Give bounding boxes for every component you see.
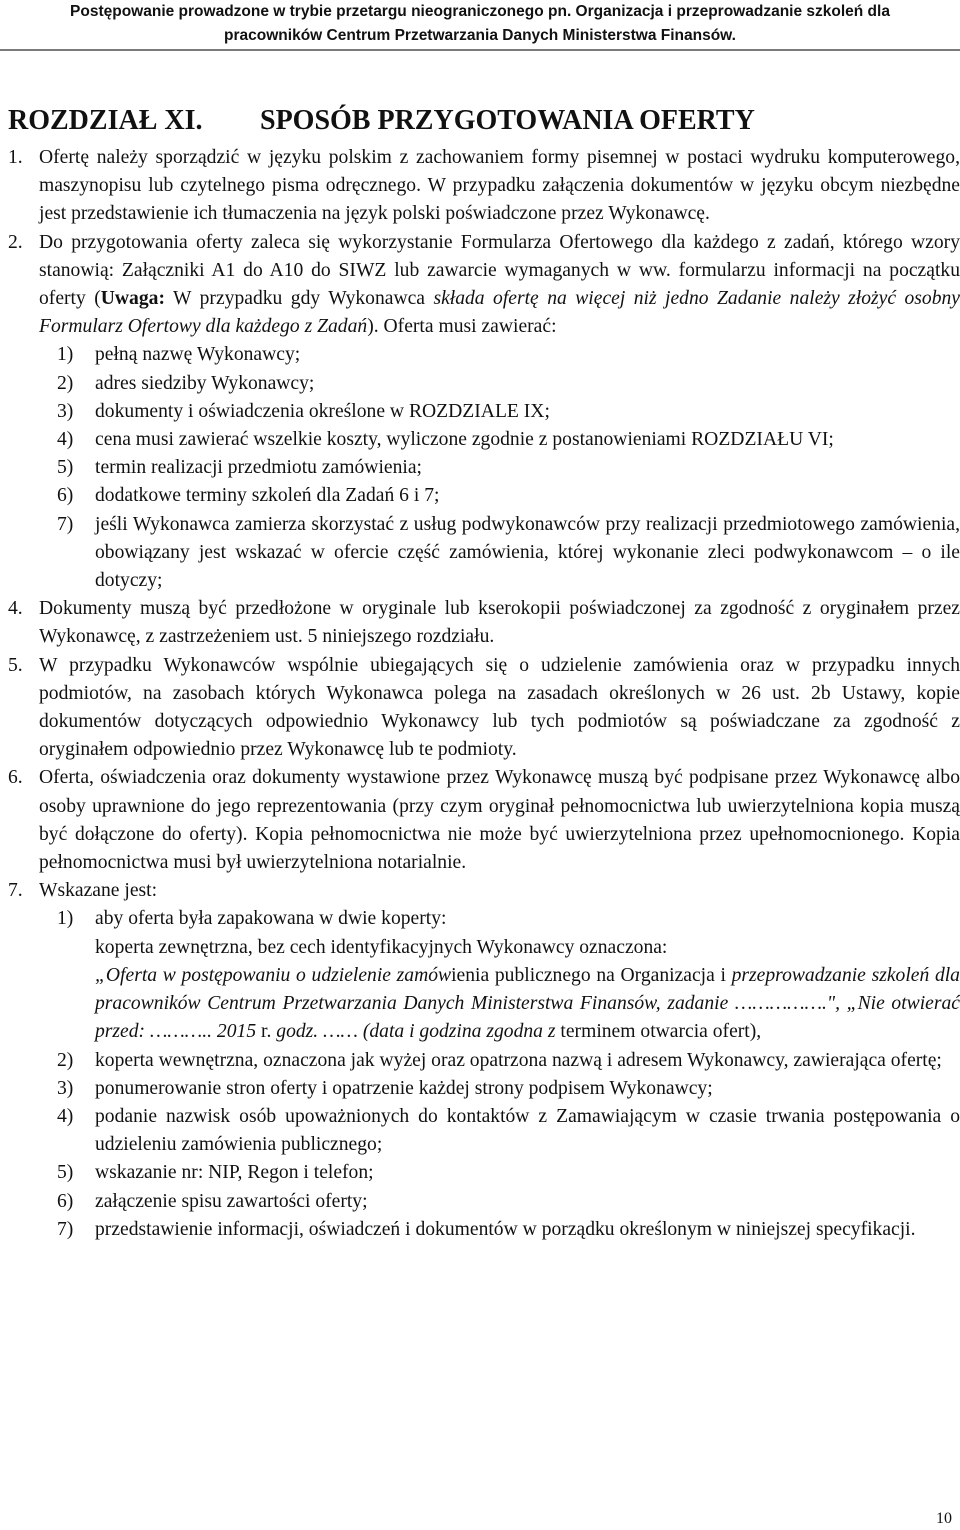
sub-item-number: 2) — [57, 372, 74, 394]
sub-item-text: podanie nazwisk osób upoważnionych do kontaktów z Zamawiającym w czasie trwania postępowania o udzieleniu zamówienia publicznego; — [95, 1105, 960, 1156]
sub-item-number: 6) — [57, 485, 74, 507]
envelope-quote-part: „Oferta w postępowaniu o udzielenie zamów — [95, 964, 452, 986]
sub-item-text: przedstawienie informacji, oświadczeń i dokumentów w porządku określonym w niniejszej specyfikacji. — [95, 1218, 916, 1240]
list-item-1 — [0, 144, 960, 229]
sub-item — [0, 1075, 960, 1103]
sub-item — [0, 511, 960, 596]
list-item-7 — [0, 877, 960, 905]
sub-item — [0, 1159, 960, 1187]
item-number: 5. — [8, 654, 23, 676]
document-body — [0, 144, 960, 1244]
note-text: W przypadku gdy Wykonawca — [164, 288, 434, 310]
page-number: 10 — [936, 1510, 952, 1527]
section-number: ROZDZIAŁ XI. — [8, 105, 203, 136]
sub-item — [0, 905, 960, 933]
envelope-line: koperta zewnętrzna, bez cech identyfikacyjnych Wykonawcy oznaczona: — [95, 936, 668, 958]
section-title: SPOSÓB PRZYGOTOWANIA OFERTY — [260, 105, 755, 136]
page-header — [0, 0, 960, 51]
sub-item — [0, 1188, 960, 1216]
envelope-quote-part: przeprowadzanie szkoleń dla pracowników Centrum Przetwarzania Danych Ministerstwa Finansów, zadanie …………….", „Nie otwierać przed: ……….. 2015 — [95, 964, 960, 1043]
sub-item-text: termin realizacji przedmiotu zamówienia; — [95, 457, 422, 479]
item-number: 1. — [8, 147, 23, 168]
sub-item-number: 7) — [57, 513, 74, 535]
item-number: 4. — [8, 598, 23, 620]
sub-item — [0, 1047, 960, 1075]
item-text: Wskazane jest: — [39, 880, 158, 902]
header-line-2: pracowników Centrum Przetwarzania Danych Ministerstwa Finansów. — [224, 27, 736, 44]
sub-item — [0, 1103, 960, 1159]
sub-item — [0, 341, 960, 369]
envelope-quote-part: ienia publicznego na Organizacja i — [451, 964, 732, 986]
list-item-5 — [0, 652, 960, 765]
sub-item-text: koperta wewnętrzna, oznaczona jak wyżej oraz opatrzona nazwą i adresem Wykonawcy, zawierająca ofertę; — [95, 1049, 942, 1071]
envelope-quote-part: terminem otwarcia ofert), — [555, 1021, 762, 1043]
item-number: 7. — [8, 880, 23, 902]
sub-item-text: załączenie spisu zawartości oferty; — [95, 1190, 368, 1212]
item-text: W przypadku Wykonawców wspólnie ubiegających się o udzielenie zamówienia oraz w przypadku innych podmiotów, na zasobach których Wykonawca polega na zasadach określonych w 26 ust. 2b Ustawy, kopie dokumentów dotyczących odpowiednio Wykonawcy lub tych podmiotów są poświadczane za zgodność z oryginałem odpowiednio przez Wykonawcę lub te podmioty. — [39, 654, 960, 761]
sub-item — [0, 370, 960, 398]
item-number: 2. — [8, 231, 23, 253]
sub-item-number: 7) — [57, 1218, 74, 1240]
note-italic-text: składa ofertę na więcej niż jedno Zadanie należy złożyć osobny Formularz Ofertowy dla każdego z Zadań — [39, 288, 960, 338]
sub-item-text: pełną nazwę Wykonawcy; — [95, 344, 301, 366]
sub-item — [0, 454, 960, 482]
note-label: Uwaga: — [100, 288, 165, 310]
sub-item-number: 1) — [57, 908, 74, 930]
sub-item-number: 3) — [57, 400, 74, 422]
sub-item-number: 4) — [57, 429, 74, 451]
sub-item-text: jeśli Wykonawca zamierza skorzystać z usług podwykonawców przy realizacji przedmiotowego zamówienia, obowiązany jest wskazać w ofercie część zamówienia, której wykonanie zleci podwykonawcom – o ile dotyczy; — [95, 513, 960, 592]
sub-item-text: aby oferta była zapakowana w dwie koperty: — [95, 908, 447, 930]
sub-item-number: 1) — [57, 344, 74, 366]
sub-item — [0, 482, 960, 510]
envelope-quote-part: r. — [256, 1021, 277, 1043]
sub-item-text: ponumerowanie stron oferty i opatrzenie każdej strony podpisem Wykonawcy; — [95, 1077, 713, 1099]
item-text: Ofertę należy sporządzić w języku polskim z zachowaniem formy pisemnej w postaci wydruku komputerowego, maszynopisu lub czytelnego pisma odręcznego. W przypadku załączenia dokumentów w języku obcym niezbędne jest przedstawienie ich tłumaczenia na język polski poświadczone przez Wykonawcę. — [39, 147, 960, 225]
sub-item-number: 6) — [57, 1190, 74, 1212]
envelope-label — [0, 962, 960, 1047]
sub-item-number: 5) — [57, 1162, 74, 1184]
item-text: Dokumenty muszą być przedłożone w oryginale lub kserokopii poświadczonej za zgodność z oryginałem przez Wykonawcę, z zastrzeżeniem ust. 5 niniejszego rozdziału. — [39, 598, 960, 648]
sub-item-text: dodatkowe terminy szkoleń dla Zadań 6 i 7; — [95, 485, 440, 507]
item-text: Oferta, oświadczenia oraz dokumenty wystawione przez Wykonawcę muszą być podpisane przez Wykonawcę albo osoby uprawnione do jego reprezentowania (przy czym oryginał pełnomocnictwa lub uwierzytelniona kopia muszą być dołączone do oferty). Kopia pełnomocnictwa nie może być uwierzytelniona przez upełnomocnionego. Kopia pełnomocnictwa musi był uwierzytelniona notarialnie. — [39, 767, 960, 874]
sub-item-number: 5) — [57, 457, 74, 479]
header-line-1: Postępowanie prowadzone w trybie przetargu nieograniczonego pn. Organizacja i przeprowadzanie szkoleń dla — [70, 3, 890, 20]
list-item-4 — [0, 595, 960, 651]
sub-item-text: cena musi zawierać wszelkie koszty, wyliczone zgodnie z postanowieniami ROZDZIAŁU VI; — [95, 429, 834, 451]
envelope-quote-part: godz. …… (data i godzina zgodna z — [276, 1021, 556, 1043]
item-text: Do przygotowania oferty zaleca się wykorzystanie Formularza Ofertowego dla każdego z zadań, którego wzory stanowią: Załączniki A1 do A10 do SIWZ lub zawarcie wymaganych w ww. formularzu informacji na początku oferty ( — [39, 231, 960, 310]
section-heading — [8, 104, 755, 138]
list-item-6 — [0, 764, 960, 877]
sub-item-number: 4) — [57, 1105, 74, 1127]
sub-item-text: wskazanie nr: NIP, Regon i telefon; — [95, 1162, 374, 1184]
sub-item-text: dokumenty i oświadczenia określone w ROZDZIALE IX; — [95, 400, 550, 422]
sub-item-number: 3) — [57, 1077, 74, 1099]
item-number: 6. — [8, 767, 23, 789]
list-item-2 — [0, 229, 960, 342]
sub-item — [0, 398, 960, 426]
sub-item-text: adres siedziby Wykonawcy; — [95, 372, 315, 394]
sub-item — [0, 426, 960, 454]
item-text-continued: ). Oferta musi zawierać: — [367, 316, 557, 338]
sub-item — [0, 1216, 960, 1244]
sub-item-number: 2) — [57, 1049, 74, 1071]
